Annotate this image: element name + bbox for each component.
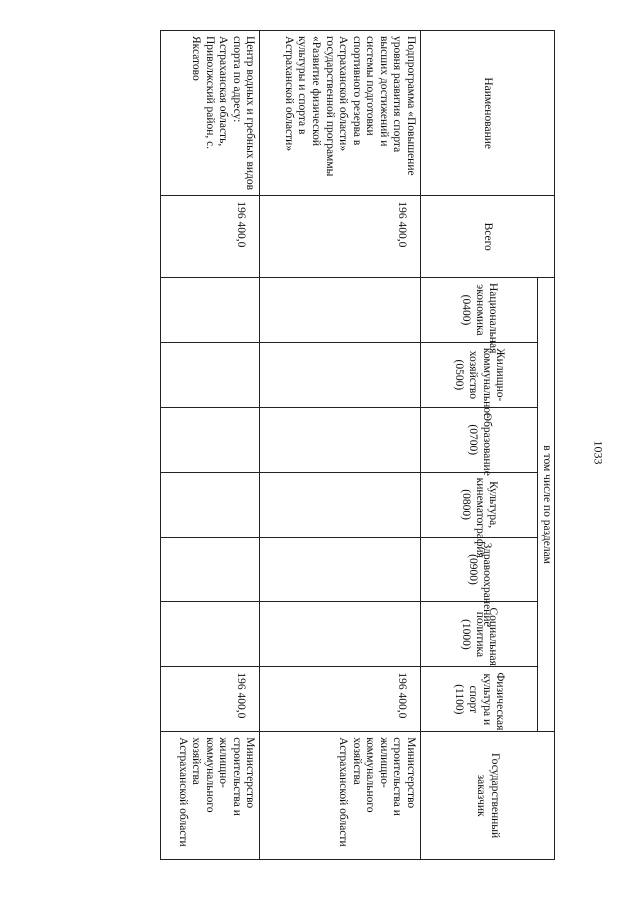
row-section-0500 (260, 342, 421, 407)
header-section-1000: Социальная политика (1000) (421, 602, 538, 667)
row-section-0700 (260, 407, 421, 472)
row-section-0900 (161, 537, 260, 602)
rotated-table-container (160, 30, 555, 860)
header-section-0500: Жилищно-коммунальное хозяйство (0500) (421, 342, 538, 407)
row-section-0400 (161, 278, 260, 343)
header-section-0900: Здравоохранение (0900) (421, 537, 538, 602)
table-row (161, 31, 260, 860)
header-row-group (538, 31, 555, 860)
header-section-0800: Культура, кинематография (0800) (421, 472, 538, 537)
header-total: Всего (421, 196, 555, 278)
budget-table (160, 30, 555, 860)
row-section-1100: 196 400,0 (161, 667, 260, 732)
row-name: Центр водных и гребных видов спорта по адресу: Астраханская область, Приволжский район, с. Яксатово (161, 31, 260, 196)
row-section-0700 (161, 407, 260, 472)
header-sections-group: в том числе по разделам (538, 278, 555, 732)
row-name: Подпрограмма «Повышение уровня развития спорта высших достижений и системы подготовки спортивного резерва в Астраханской области» государственной программы «Развитие физической культуры и спорта в Астраханской области» (260, 31, 421, 196)
header-section-0400: Национальная экономика (0400) (421, 278, 538, 343)
row-section-0400 (260, 278, 421, 343)
row-section-0500 (161, 342, 260, 407)
row-section-1000 (260, 602, 421, 667)
row-section-0800 (161, 472, 260, 537)
header-section-1100: Физическая культура и спорт (1100) (421, 667, 538, 732)
header-customer: Государственный заказчик (421, 732, 555, 860)
table-sheet (160, 30, 555, 860)
row-section-0800 (260, 472, 421, 537)
table-row (260, 31, 421, 860)
row-customer: Министерство строительства и жилищно-коммунального хозяйства Астраханской области (260, 732, 421, 860)
row-total: 196 400,0 (260, 196, 421, 278)
row-section-1100: 196 400,0 (260, 667, 421, 732)
row-section-0900 (260, 537, 421, 602)
row-total: 196 400,0 (161, 196, 260, 278)
row-section-1000 (161, 602, 260, 667)
row-customer: Министерство строительства и жилищно-коммунального хозяйства Астраханской области (161, 732, 260, 860)
header-section-0700: Образование (0700) (421, 407, 538, 472)
header-name: Наименование (421, 31, 555, 196)
page-number: 1033 (591, 440, 606, 465)
